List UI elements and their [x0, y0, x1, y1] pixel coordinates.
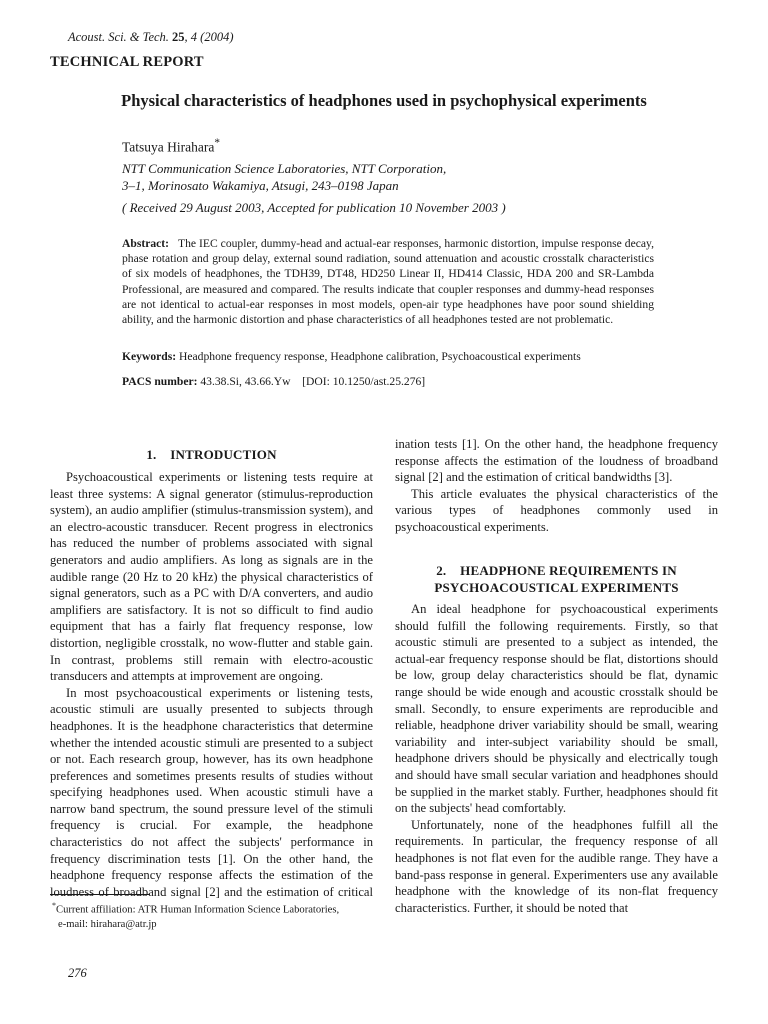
right-column-top	[395, 436, 718, 536]
received-dates: ( Received 29 August 2003, Accepted for publication 10 November 2003 )	[122, 200, 506, 215]
section-1-heading: 1. INTRODUCTION	[146, 447, 277, 462]
journal-issue: , 4 (2004)	[184, 30, 234, 44]
right-column-bottom	[395, 601, 718, 916]
footnote-mark: *	[52, 901, 56, 910]
author-name: Tatsuya Hirahara	[122, 139, 215, 155]
requirements-paragraph-1: An ideal headphone for psychoacoustical experiments should fulfill the following requirements. Firstly, so that acoustic stimuli are presented to a subject as intended, the actual-ear frequency response should be flat, distortions should be low, group delay characteristics should be flat, dynamic range should be wide enough and acoustic crosstalk should be small. Secondly, to ensure experiments are reproducible and reliable, headphone driver variability should be small, wearing variability and inter-subject variability should be small, headphone drivers should be physically and electrically tough and should have small secular variation and headphones should be supplied in the market stably. Further, headphones should fit on the subjects' head comfortably.	[395, 602, 718, 816]
left-column	[50, 469, 373, 901]
keywords	[122, 350, 682, 363]
footnote-line-1: *Current affiliation: ATR Human Information Science Laboratories,	[52, 901, 340, 916]
footnote-rule	[50, 894, 150, 895]
journal-citation	[68, 30, 234, 45]
journal-name: Acoust. Sci. & Tech.	[68, 30, 169, 44]
pacs-label: PACS number:	[122, 375, 198, 388]
section-2-heading	[395, 562, 718, 596]
page-number: 276	[68, 966, 87, 980]
intro-paragraph-2-continued: ination tests [1]. On the other hand, the headphone frequency response affects the estimation of the loudness of broadband signal [2] and the estimation of critical bandwidths [3].	[395, 437, 718, 485]
requirements-paragraph-2: Unfortunately, none of the headphones fulfill all the requirements. In particular, the frequency response of all headphones is not flat even for the audible range. They have a band-pass response in general. Experimenters use any available headphone with the knowledge of its non-flat frequency characteristics. Further, it should be noted that	[395, 817, 718, 915]
keywords-text: Headphone frequency response, Headphone calibration, Psychoacoustical experiments	[179, 350, 581, 363]
intro-paragraph-2: In most psychoacoustical experiments or listening tests, acoustic stimuli are usually presented to subjects through headphones. It is the headphone characteristics that determine whether the intended acoustic stimuli are presented to a subject or not. Each research group, however, has its own headphone preferences and sometimes presents results of studies without specifying headphones used. When acoustic stimuli have a narrow band spectrum, the sound pressure level of the stimuli frequency is crucial. For example, the headphone characteristics do not affect the subjects' performance in frequency discrimination tests [1]. On the other hand, the headphone frequency response affects the estimation of the loudness of broadband signal [2] and the estimation of critical	[50, 685, 373, 899]
author	[122, 137, 220, 156]
abstract	[122, 236, 654, 327]
keywords-label: Keywords:	[122, 350, 177, 363]
author-footnote-mark: *	[214, 137, 221, 149]
paper-title: Physical characteristics of headphones used in psychophysical experiments	[121, 91, 647, 110]
journal-volume: 25	[172, 30, 185, 44]
intro-paragraph-3: This article evaluates the physical characteristics of the various types of headphones commonly used in psychoacoustical experiments.	[395, 486, 718, 534]
abstract-text: The IEC coupler, dummy-head and actual-ear responses, harmonic distortion, impulse response decay, phase rotation and group delay, external sound radiation, sound attenuation and acoustic crosstalk characteristics of six models of headphones, the TDH39, DT48, HD250 Linear II, HD414 Classic, HDA 200 and SR-Lambda Professional, are measured and compared. The results indicate that coupler responses and dummy-head responses are not identical to actual-ear responses in most models, open-air type headphones have poor sound shielding ability, and the harmonic distortion and phase characteristics of all headphones tested are not problematic.	[122, 237, 654, 327]
section-2-heading-line-2: PSYCHOACOUSTICAL EXPERIMENTS	[434, 580, 679, 595]
intro-paragraph-1: Psychoacoustical experiments or listening tests require at least three systems: A signal generator (stimulus-reproduction system), an audio amplifier (stimulus-transmission system), and an electro-acoustic transducer. Recent progress in electronics has reduced the number of problems associated with signal generators and audio amplifiers. As long as signals are in the audible range (20 Hz to 20 kHz) the physical characteristics of signal generators, such as a PC with D/A converters, and audio amplifiers are satisfactory. It is not so difficult to find audio equipment that has a fairly flat frequency response, low distortion, negligible crosstalk, no wow-flutter and stable gain. In contrast, problems still remain with electro-acoustic transducers and attempts at improvement are ongoing.	[50, 470, 373, 684]
footnote-line-2: e-mail: hirahara@atr.jp	[58, 918, 157, 930]
affiliation	[122, 160, 682, 194]
pacs-number	[122, 375, 682, 388]
footnote	[52, 899, 382, 932]
report-type: TECHNICAL REPORT	[50, 54, 204, 70]
pacs-text: 43.38.Si, 43.66.Yw [DOI: 10.1250/ast.25.276]	[200, 375, 426, 388]
affiliation-line-2: 3–1, Morinosato Wakamiya, Atsugi, 243–0198 Japan	[122, 178, 399, 193]
affiliation-line-1: NTT Communication Science Laboratories, NTT Corporation,	[122, 161, 447, 176]
section-2-heading-line-1: 2. HEADPHONE REQUIREMENTS IN	[436, 563, 677, 578]
abstract-label: Abstract:	[122, 237, 170, 250]
